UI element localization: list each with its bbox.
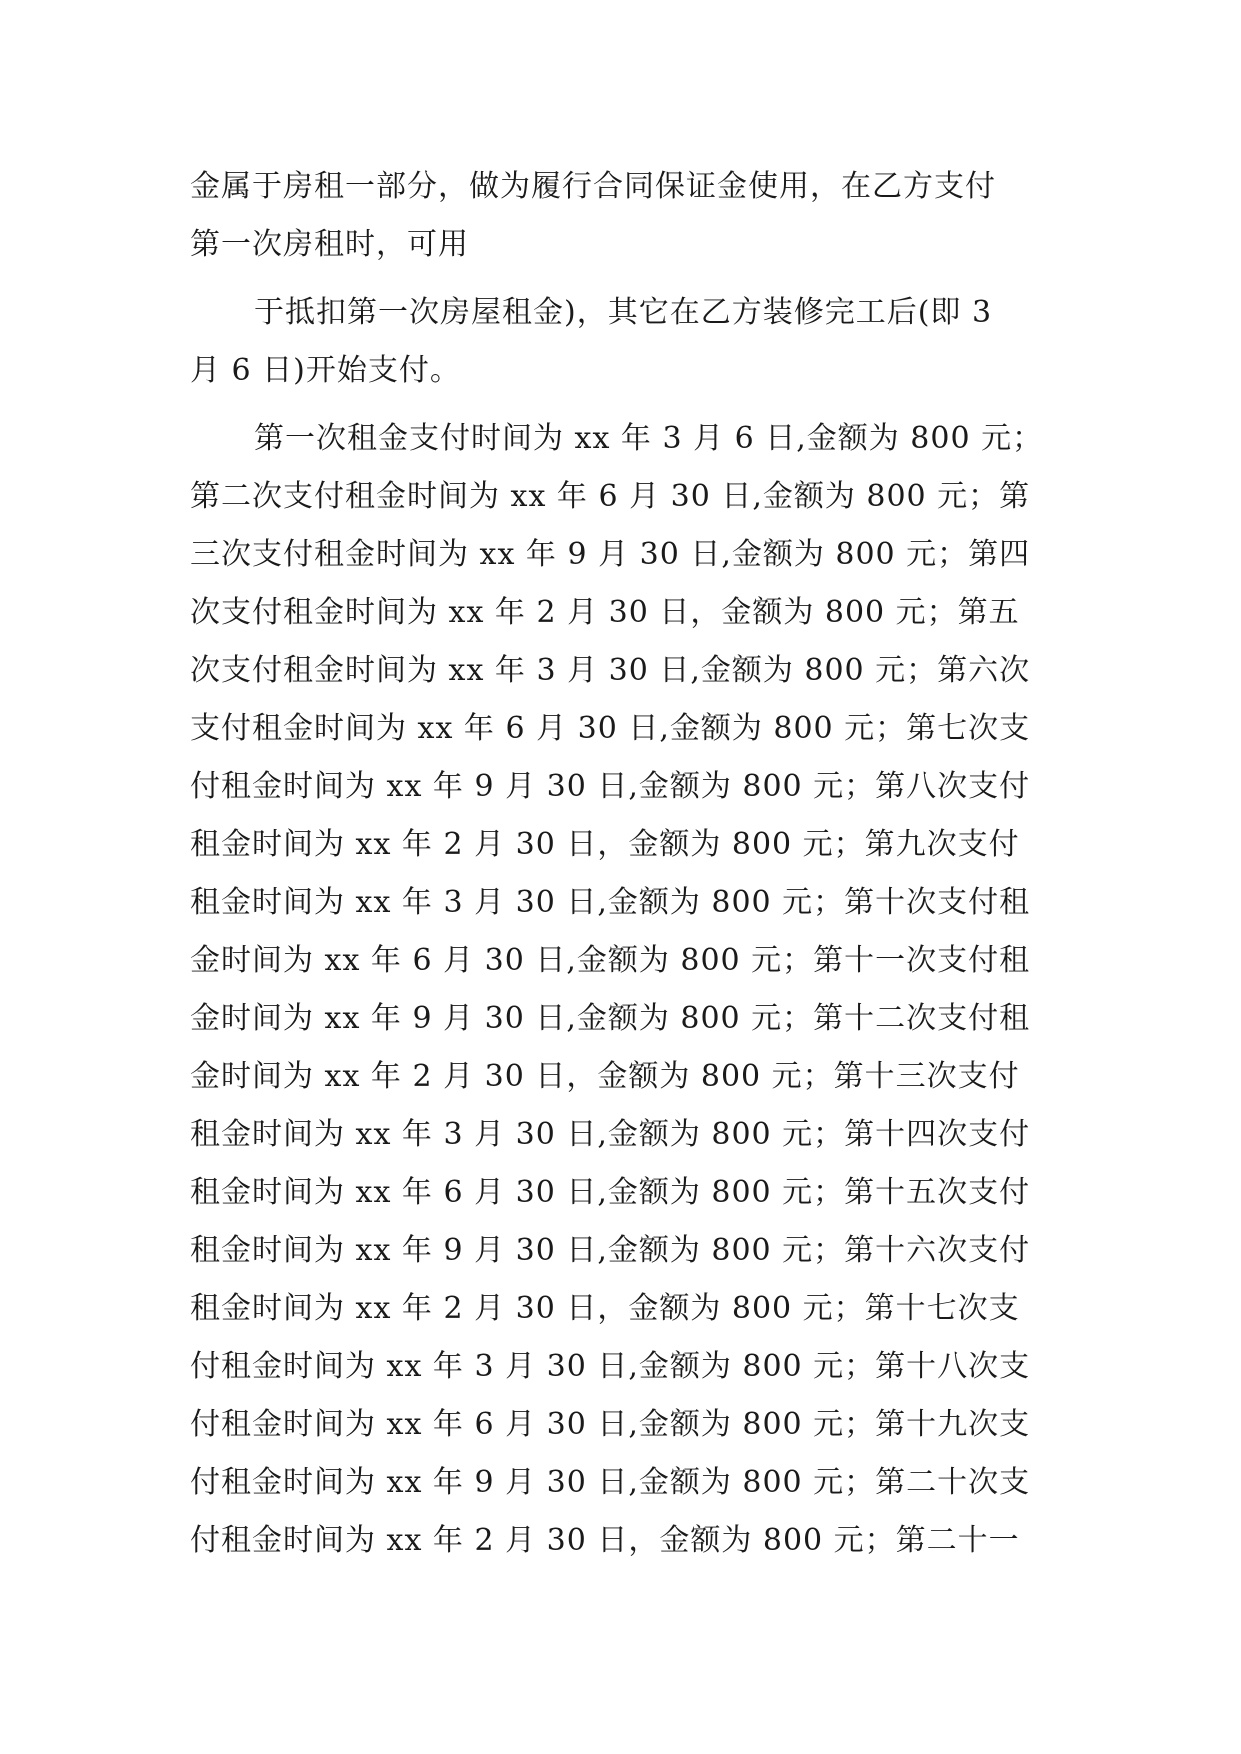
paragraph-spacer xyxy=(190,274,1050,284)
text-line: 第二次支付租金时间为 xx 年 6 月 30 日,金额为 800 元；第 xyxy=(190,479,1031,514)
paragraph-deposit xyxy=(190,158,1050,274)
text-line: 次支付租金时间为 xx 年 3 月 30 日,金额为 800 元；第六次 xyxy=(190,653,1031,688)
text-line: 三次支付租金时间为 xx 年 9 月 30 日,金额为 800 元；第四 xyxy=(190,537,1031,572)
text-line: 金时间为 xx 年 9 月 30 日,金额为 800 元；第十二次支付租 xyxy=(190,1001,1031,1036)
text-line: 付租金时间为 xx 年 3 月 30 日,金额为 800 元；第十八次支 xyxy=(190,1349,1031,1384)
text-line: 租金时间为 xx 年 3 月 30 日,金额为 800 元；第十次支付租 xyxy=(190,885,1031,920)
text-line: 月 6 日)开始支付。 xyxy=(190,353,461,388)
paragraph-payment-schedule xyxy=(190,410,1050,1570)
text-line: 第一次房租时，可用 xyxy=(190,227,469,262)
text-line: 金属于房租一部分，做为履行合同保证金使用，在乙方支付 xyxy=(190,169,996,204)
text-line: 付租金时间为 xx 年 9 月 30 日,金额为 800 元；第八次支付 xyxy=(190,769,1031,804)
text-line: 租金时间为 xx 年 2 月 30 日，金额为 800 元；第九次支付 xyxy=(190,827,1020,862)
text-line: 次支付租金时间为 xx 年 2 月 30 日，金额为 800 元；第五 xyxy=(190,595,1020,630)
text-line: 租金时间为 xx 年 3 月 30 日,金额为 800 元；第十四次支付 xyxy=(190,1117,1031,1152)
text-line: 金时间为 xx 年 6 月 30 日,金额为 800 元；第十一次支付租 xyxy=(190,943,1031,978)
text-line: 支付租金时间为 xx 年 6 月 30 日,金额为 800 元；第七次支 xyxy=(190,711,1031,746)
text-line: 金时间为 xx 年 2 月 30 日，金额为 800 元；第十三次支付 xyxy=(190,1059,1020,1094)
text-line: 于抵扣第一次房屋租金)，其它在乙方装修完工后(即 3 xyxy=(254,295,993,330)
text-line: 付租金时间为 xx 年 6 月 30 日,金额为 800 元；第十九次支 xyxy=(190,1407,1031,1442)
text-line: 租金时间为 xx 年 6 月 30 日,金额为 800 元；第十五次支付 xyxy=(190,1175,1031,1210)
text-line: 第一次租金支付时间为 xx 年 3 月 6 日,金额为 800 元； xyxy=(254,421,1044,456)
text-line: 租金时间为 xx 年 9 月 30 日,金额为 800 元；第十六次支付 xyxy=(190,1233,1031,1268)
text-line: 付租金时间为 xx 年 9 月 30 日,金额为 800 元；第二十次支 xyxy=(190,1465,1031,1500)
text-line: 租金时间为 xx 年 2 月 30 日，金额为 800 元；第十七次支 xyxy=(190,1291,1020,1326)
text-line: 付租金时间为 xx 年 2 月 30 日，金额为 800 元；第二十一 xyxy=(190,1523,1020,1558)
paragraph-spacer xyxy=(190,400,1050,410)
document-body xyxy=(190,158,1050,1570)
paragraph-payment-start xyxy=(190,284,1050,400)
